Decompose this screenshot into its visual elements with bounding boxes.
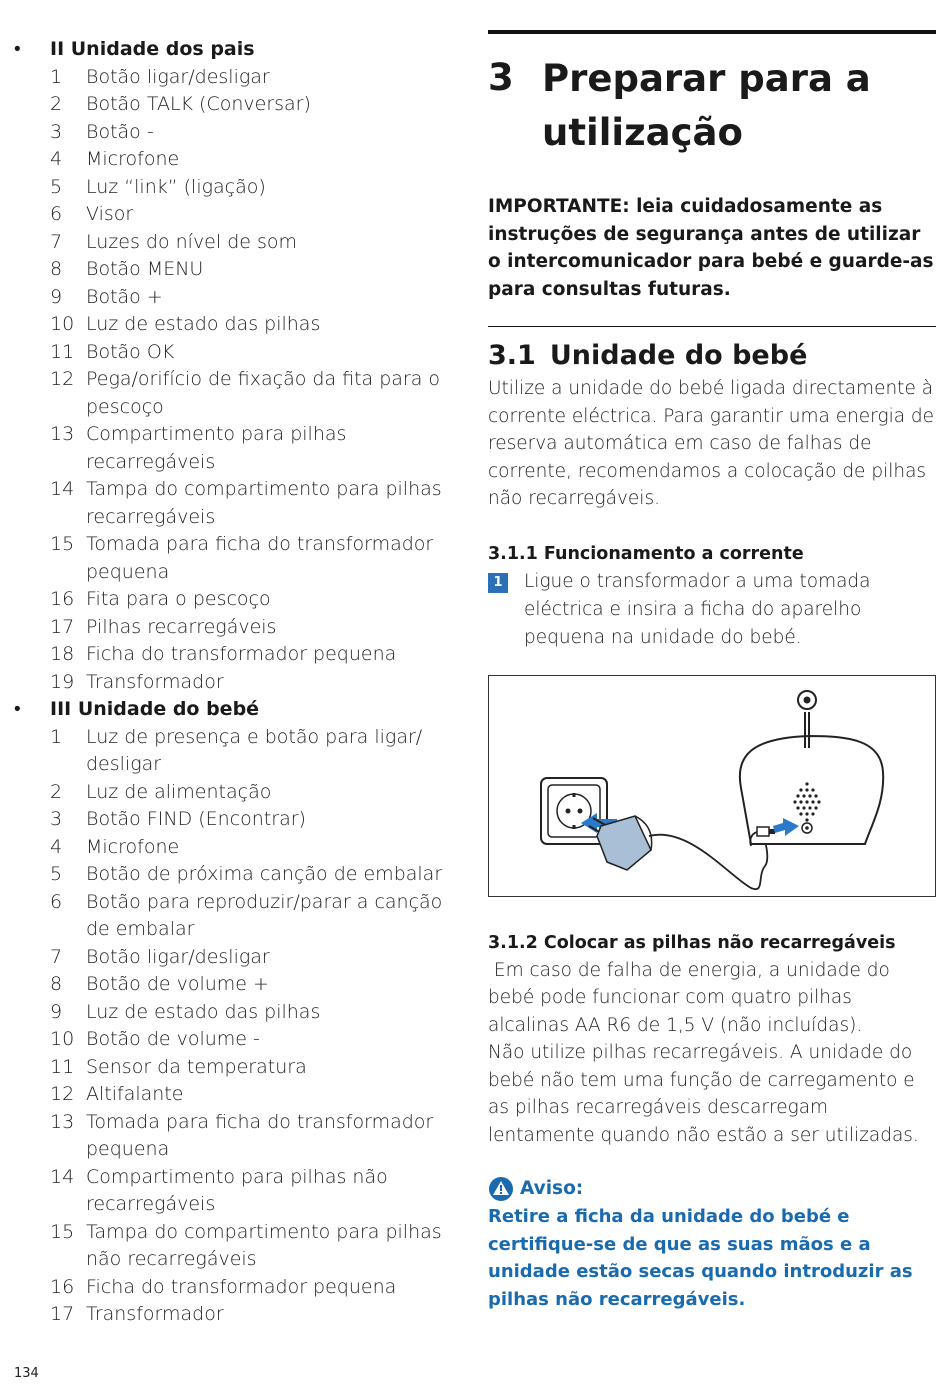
- list-item: [14, 779, 470, 807]
- item-number: 18: [50, 643, 75, 665]
- subsection-heading-3-1-1: 3.1.1 Funcionamento a corrente: [488, 543, 804, 564]
- list-item: [14, 174, 470, 202]
- item-text: Tomada para ficha do transformador pequena: [86, 1110, 434, 1160]
- item-text: Luz de alimentação: [86, 780, 272, 803]
- item-number: 12: [50, 368, 75, 390]
- list-item: [14, 201, 470, 229]
- item-text: Tampa do compartimento para pilhas recarregáveis: [86, 478, 442, 528]
- item-number: 12: [50, 1083, 75, 1105]
- list-item: [14, 999, 470, 1027]
- baby-unit-section: [14, 696, 470, 1329]
- list-item: [14, 1109, 470, 1164]
- item-text: Botão +: [86, 285, 163, 308]
- chapter-rule: [488, 30, 936, 34]
- item-number: 6: [50, 203, 63, 225]
- item-number: 14: [50, 1165, 75, 1188]
- step-1: [488, 568, 936, 652]
- chapter-number: 3: [488, 56, 514, 99]
- item-number: 19: [50, 670, 75, 693]
- item-text: Botão de volume +: [86, 973, 269, 995]
- item-text: Altifalante: [86, 1083, 184, 1105]
- section-heading: [14, 36, 470, 64]
- list-item: [14, 476, 470, 531]
- section-rule: [488, 326, 936, 327]
- item-text: Sensor da temperatura: [86, 1055, 307, 1078]
- item-number: 5: [50, 863, 63, 885]
- chapter-title: Preparar para a utilização: [542, 57, 871, 154]
- list-item: [14, 256, 470, 284]
- important-notice: IMPORTANTE: leia cuidadosamente as instruções de segurança antes de utilizar o intercomunicador para bebé e guarde-as para consultas futuras.: [488, 196, 934, 300]
- item-number: 1: [50, 65, 63, 88]
- item-text: Botão -: [86, 120, 154, 143]
- item-number: 13: [50, 423, 75, 445]
- baby-unit-icon: [740, 691, 883, 844]
- section-3-1-2-paragraph-1: Em caso de falha de energia, a unidade do bebé pode funcionar com quatro pilhas alcalinas AA R6 de 1,5 V (não incluídas).: [488, 959, 896, 1036]
- list-item: [14, 724, 470, 779]
- list-item: [14, 339, 470, 367]
- list-item: [14, 971, 470, 999]
- item-number: 4: [50, 148, 63, 170]
- item-number: 9: [50, 285, 63, 308]
- item-text: Microfone: [86, 835, 180, 858]
- item-text: Botão ligar/desligar: [86, 65, 270, 88]
- item-text: Visor: [86, 203, 134, 225]
- section-title: II Unidade dos pais: [50, 38, 255, 60]
- item-number: 8: [50, 258, 63, 280]
- item-text: Luz de estado das pilhas: [86, 1000, 321, 1023]
- item-text: Botão TALK (Conversar): [86, 93, 311, 115]
- item-text: Transformador: [86, 670, 224, 693]
- item-number: 11: [50, 1055, 75, 1078]
- item-number: 6: [50, 890, 63, 913]
- baby-unit-parts-list: [14, 724, 470, 1329]
- item-text: Ficha do transformador pequena: [86, 1275, 397, 1298]
- list-item: [14, 1274, 470, 1302]
- list-item: [14, 889, 470, 944]
- item-number: 8: [50, 973, 63, 995]
- warning-icon: [488, 1176, 514, 1202]
- step-number-badge: 1: [488, 573, 508, 593]
- list-item: [14, 229, 470, 257]
- bullet: •: [14, 698, 21, 720]
- item-number: 11: [50, 340, 75, 363]
- power-connection-illustration: [488, 675, 936, 897]
- section-title: III Unidade do bebé: [50, 698, 260, 720]
- page-number: 134: [14, 1366, 39, 1381]
- item-text: Botão ligar/desligar: [86, 945, 270, 968]
- parent-unit-section: [14, 36, 470, 696]
- item-number: 4: [50, 835, 63, 858]
- item-number: 2: [50, 93, 63, 115]
- warning-text: Retire a ficha da unidade do bebé e certifique-se de que as suas mãos e a unidade estão secas quando introduzir as pilhas não recarregáveis.: [488, 1206, 913, 1310]
- item-number: 3: [50, 120, 63, 143]
- item-number: 3: [50, 808, 63, 830]
- item-number: 10: [50, 313, 75, 335]
- item-text: Pega/orifício de fixação da fita para o pescoço: [86, 368, 441, 418]
- list-item: [14, 806, 470, 834]
- warning-heading: [488, 1175, 936, 1203]
- list-item: [14, 1164, 470, 1219]
- item-text: Luz “link” (ligação): [86, 175, 266, 198]
- item-number: 7: [50, 945, 63, 968]
- item-number: 17: [50, 615, 75, 638]
- list-item: [14, 146, 470, 174]
- subsection-heading-3-1-2: 3.1.2 Colocar as pilhas não recarregáveis: [488, 932, 896, 953]
- item-number: 5: [50, 175, 63, 198]
- list-item: [14, 1219, 470, 1274]
- item-text: Tampa do compartimento para pilhas não recarregáveis: [86, 1220, 442, 1270]
- item-text: Compartimento para pilhas recarregáveis: [86, 423, 347, 473]
- item-text: Ficha do transformador pequena: [86, 643, 397, 665]
- item-number: 14: [50, 478, 75, 500]
- section-heading-3-1: [488, 337, 936, 375]
- list-item: [14, 1026, 470, 1054]
- section-number: 3.1: [488, 340, 536, 371]
- item-number: 13: [50, 1110, 75, 1133]
- item-text: Luzes do nível de som: [86, 230, 298, 253]
- list-item: [14, 531, 470, 586]
- item-text: Fita para o pescoço: [86, 588, 271, 610]
- list-item: [14, 1081, 470, 1109]
- list-item: [14, 91, 470, 119]
- list-item: [14, 366, 470, 421]
- list-item: [14, 641, 470, 669]
- list-item: [14, 284, 470, 312]
- item-text: Botão para reproduzir/parar a canção de embalar: [86, 890, 443, 940]
- item-text: Compartimento para pilhas não recarregáveis: [86, 1165, 388, 1215]
- item-text: Botão OK: [86, 340, 175, 363]
- item-text: Botão de volume -: [86, 1028, 260, 1050]
- item-text: Transformador: [86, 1303, 224, 1325]
- list-item: [14, 119, 470, 147]
- item-number: 15: [50, 533, 75, 555]
- item-text: Luz de estado das pilhas: [86, 313, 321, 335]
- item-text: Pilhas recarregáveis: [86, 615, 277, 638]
- item-number: 10: [50, 1028, 75, 1050]
- list-item: [14, 861, 470, 889]
- bullet: •: [14, 38, 21, 60]
- item-number: 16: [50, 588, 75, 610]
- list-item: [14, 834, 470, 862]
- section-heading: [14, 696, 470, 724]
- list-item: [14, 614, 470, 642]
- list-item: [14, 1301, 470, 1329]
- list-item: [14, 1054, 470, 1082]
- instructions-column: [488, 30, 936, 1313]
- item-text: Botão FIND (Encontrar): [86, 808, 306, 830]
- item-text: Tomada para ficha do transformador pequena: [86, 533, 434, 583]
- item-text: Microfone: [86, 148, 180, 170]
- item-number: 16: [50, 1275, 75, 1298]
- power-connection-svg: [489, 676, 935, 896]
- list-item: [14, 311, 470, 339]
- list-item: [14, 64, 470, 92]
- step-text: Ligue o transformador a uma tomada eléctrica e insira a ficha do aparelho pequena na unidade do bebé.: [524, 570, 871, 648]
- parts-list-column: [14, 36, 470, 1329]
- list-item: [14, 669, 470, 697]
- item-number: 2: [50, 780, 63, 803]
- item-text: Botão MENU: [86, 258, 204, 280]
- item-number: 9: [50, 1000, 63, 1023]
- item-number: 17: [50, 1303, 75, 1325]
- item-number: 1: [50, 725, 63, 748]
- chapter-heading: [488, 52, 936, 162]
- section-title: Unidade do bebé: [549, 340, 808, 371]
- item-text: Botão de próxima canção de embalar: [86, 863, 443, 885]
- section-3-1-text: Utilize a unidade do bebé ligada directamente à corrente eléctrica. Para garantir uma energia de reserva automática em caso de falhas de corrente, recomendamos a colocação de pilhas não recarregáveis.: [488, 378, 935, 509]
- list-item: [14, 944, 470, 972]
- parent-unit-parts-list: [14, 64, 470, 697]
- warning-title: Aviso:: [520, 1178, 584, 1199]
- item-number: 7: [50, 230, 63, 253]
- list-item: [14, 586, 470, 614]
- item-number: 15: [50, 1220, 75, 1243]
- section-3-1-2-paragraph-2: Não utilize pilhas recarregáveis. A unidade do bebé não tem uma função de carregamento e as pilhas recarregáveis descarregam lentamente quando não estão a ser utilizadas.: [488, 1042, 919, 1146]
- item-text: Luz de presença e botão para ligar/ desligar: [86, 725, 423, 775]
- list-item: [14, 421, 470, 476]
